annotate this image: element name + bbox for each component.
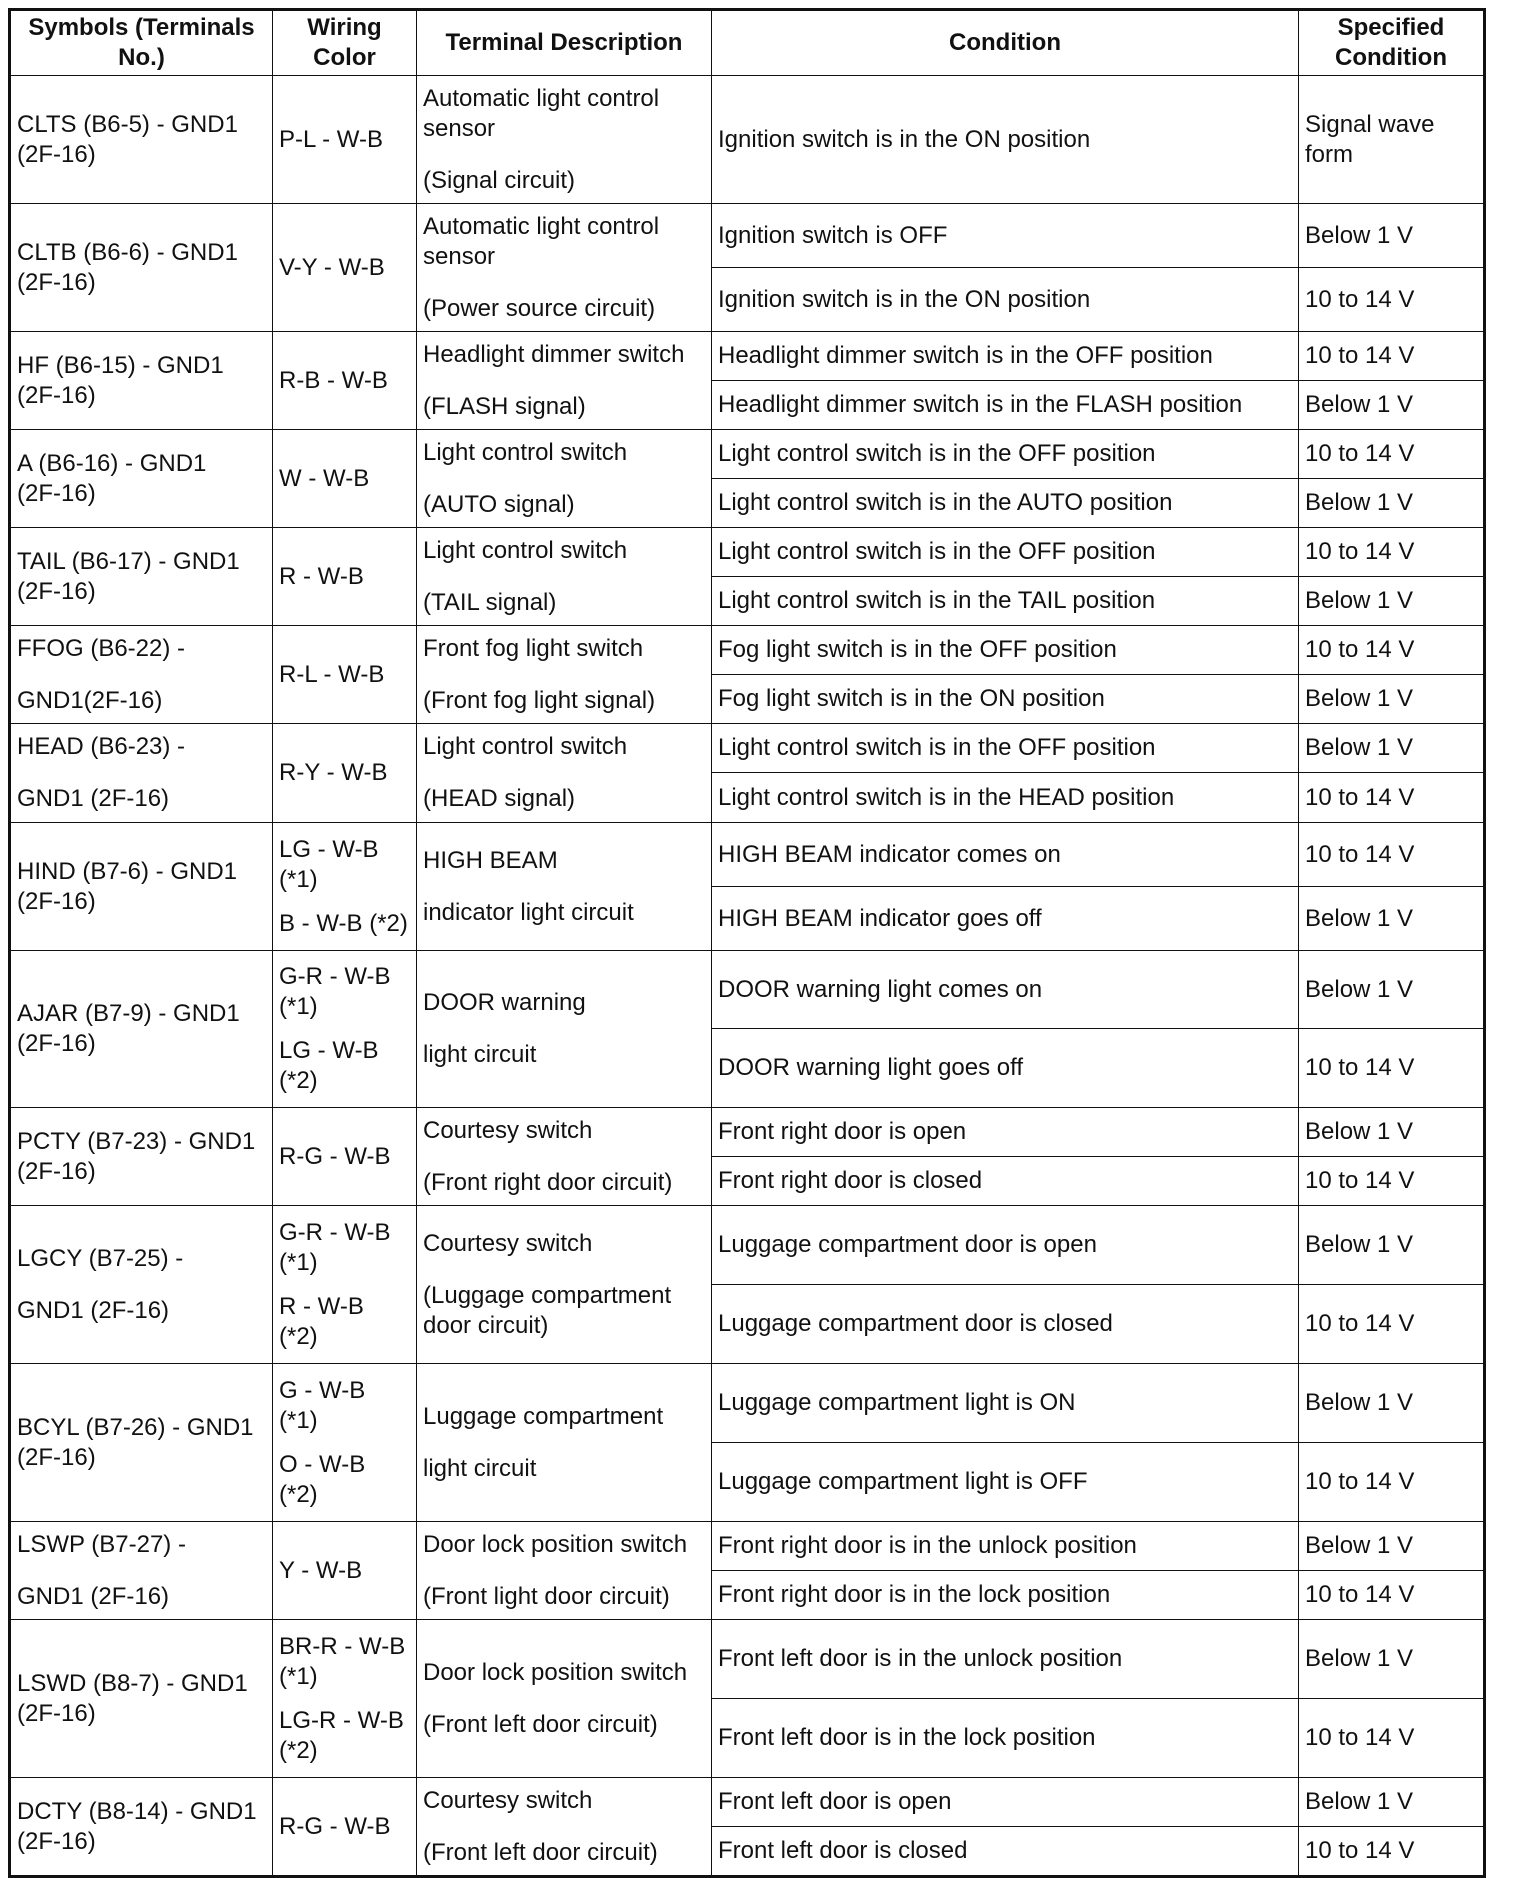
table-header bbox=[10, 10, 1485, 76]
condition-cell: Light control switch is in the AUTO position bbox=[712, 479, 1299, 528]
cell-line: (2F-16) bbox=[17, 1030, 96, 1057]
header-specified-condition: Specified Condition bbox=[1299, 10, 1485, 76]
cell-line: (2F-16) bbox=[17, 1827, 96, 1855]
specified-condition-cell: 10 to 14 V bbox=[1299, 1699, 1485, 1778]
specified-condition-cell: 10 to 14 V bbox=[1299, 1285, 1485, 1364]
cell-line: Y - W-B bbox=[279, 1556, 363, 1584]
line-gap bbox=[17, 1274, 266, 1296]
line-gap bbox=[423, 272, 705, 294]
condition-cell: Front right door is closed bbox=[712, 1157, 1299, 1206]
cell-line: CLTB (B6-6) - GND1 bbox=[17, 238, 238, 266]
table-row bbox=[10, 430, 1485, 479]
line-gap bbox=[423, 1560, 705, 1582]
condition-cell: Light control switch is in the OFF position bbox=[712, 430, 1299, 479]
cell-line: LG - W-B bbox=[279, 835, 379, 863]
line-gap bbox=[423, 876, 705, 898]
wiring-color-cell bbox=[273, 1206, 417, 1364]
cell-line: HIGH BEAM bbox=[423, 846, 558, 874]
cell-line: GND1 (2F-16) bbox=[17, 785, 170, 812]
specified-condition-cell: 10 to 14 V bbox=[1299, 1443, 1485, 1522]
condition-cell: Light control switch is in the OFF position bbox=[712, 724, 1299, 773]
cell-line: R - W-B bbox=[279, 1292, 364, 1320]
cell-line: (Front left door circuit) bbox=[423, 1838, 658, 1866]
table-body bbox=[10, 76, 1485, 1877]
symbol-cell bbox=[10, 823, 273, 951]
cell-line: Door lock position switch bbox=[423, 1658, 688, 1686]
cell-line: R-B - W-B bbox=[279, 366, 388, 394]
cell-line: LGCY (B7-25) - bbox=[17, 1244, 184, 1272]
condition-cell: Light control switch is in the HEAD position bbox=[712, 773, 1299, 823]
cell-line: HEAD (B6-23) - bbox=[17, 733, 186, 760]
specified-condition-cell: Below 1 V bbox=[1299, 1206, 1485, 1285]
condition-cell: Light control switch is in the OFF position bbox=[712, 528, 1299, 577]
condition-cell: Front left door is in the lock position bbox=[712, 1699, 1299, 1778]
condition-cell: Luggage compartment door is open bbox=[712, 1206, 1299, 1285]
terminal-description-cell bbox=[417, 430, 712, 528]
wiring-color-cell bbox=[273, 626, 417, 724]
table-row bbox=[10, 823, 1485, 887]
cell-line: CLTS (B6-5) - GND1 bbox=[17, 110, 238, 138]
condition-cell: Ignition switch is in the ON position bbox=[712, 76, 1299, 204]
line-gap bbox=[279, 1692, 410, 1706]
cell-line: (*1) bbox=[279, 1248, 318, 1276]
specified-condition-cell: Below 1 V bbox=[1299, 381, 1485, 430]
condition-cell: Headlight dimmer switch is in the FLASH position bbox=[712, 381, 1299, 430]
line-gap bbox=[423, 762, 705, 784]
wiring-color-cell bbox=[273, 1522, 417, 1620]
wiring-color-cell bbox=[273, 76, 417, 204]
line-gap bbox=[423, 664, 705, 686]
terminal-description-cell bbox=[417, 951, 712, 1108]
condition-cell: Fog light switch is in the ON position bbox=[712, 675, 1299, 724]
cell-line: V-Y - W-B bbox=[279, 253, 385, 281]
cell-line: G - W-B bbox=[279, 1376, 366, 1404]
cell-line: Automatic light control bbox=[423, 212, 660, 240]
condition-cell: Ignition switch is in the ON position bbox=[712, 268, 1299, 332]
wiring-color-cell bbox=[273, 528, 417, 626]
table-row bbox=[10, 1364, 1485, 1443]
table-row bbox=[10, 204, 1485, 268]
terminal-description-cell bbox=[417, 626, 712, 724]
wiring-color-cell bbox=[273, 1778, 417, 1877]
cell-line: (2F-16) bbox=[17, 577, 96, 605]
symbol-cell bbox=[10, 1620, 273, 1778]
terminal-description-cell bbox=[417, 528, 712, 626]
cell-line: R-G - W-B bbox=[279, 1812, 391, 1840]
cell-line: sensor bbox=[423, 242, 496, 270]
specified-condition-cell: Below 1 V bbox=[1299, 1778, 1485, 1827]
line-gap bbox=[279, 1436, 410, 1450]
cell-line: BR-R - W-B bbox=[279, 1632, 406, 1660]
terminal-description-cell bbox=[417, 1778, 712, 1877]
cell-line: door circuit) bbox=[423, 1311, 549, 1339]
symbol-cell bbox=[10, 204, 273, 332]
line-gap bbox=[423, 1259, 705, 1281]
cell-line: (Luggage compartment bbox=[423, 1281, 672, 1309]
line-gap bbox=[423, 370, 705, 392]
specified-condition-cell: Below 1 V bbox=[1299, 204, 1485, 268]
cell-line: LG-R - W-B bbox=[279, 1706, 404, 1734]
table-row bbox=[10, 1206, 1485, 1285]
cell-line: B - W-B (*2) bbox=[279, 909, 408, 937]
terminal-description-cell bbox=[417, 1620, 712, 1778]
cell-line: (2F-16) bbox=[17, 1699, 96, 1727]
terminal-description-cell bbox=[417, 724, 712, 823]
cell-line: (2F-16) bbox=[17, 1443, 96, 1471]
cell-line: light circuit bbox=[423, 1454, 537, 1482]
table-row bbox=[10, 626, 1485, 675]
specified-condition-cell: Below 1 V bbox=[1299, 1108, 1485, 1157]
symbol-cell bbox=[10, 1778, 273, 1877]
specified-condition-cell: 10 to 14 V bbox=[1299, 626, 1485, 675]
condition-cell: HIGH BEAM indicator comes on bbox=[712, 823, 1299, 887]
cell-line: light circuit bbox=[423, 1041, 537, 1068]
specified-condition-cell: 10 to 14 V bbox=[1299, 1827, 1485, 1877]
line-gap bbox=[17, 762, 266, 784]
symbol-cell bbox=[10, 724, 273, 823]
cell-line: (*1) bbox=[279, 1406, 318, 1434]
wiring-color-cell bbox=[273, 951, 417, 1108]
cell-line: DOOR warning bbox=[423, 989, 586, 1016]
cell-line: (2F-16) bbox=[17, 1157, 96, 1185]
condition-cell: Front right door is open bbox=[712, 1108, 1299, 1157]
condition-cell: Front left door is in the unlock position bbox=[712, 1620, 1299, 1699]
header-condition: Condition bbox=[712, 10, 1299, 76]
condition-cell: Headlight dimmer switch is in the OFF position bbox=[712, 332, 1299, 381]
cell-line: HF (B6-15) - GND1 bbox=[17, 351, 224, 379]
symbol-cell bbox=[10, 430, 273, 528]
cell-line: Courtesy switch bbox=[423, 1786, 593, 1814]
specified-condition-cell: Below 1 V bbox=[1299, 479, 1485, 528]
cell-line: Light control switch bbox=[423, 536, 628, 564]
cell-line: (*2) bbox=[279, 1480, 318, 1508]
specified-condition-cell: Below 1 V bbox=[1299, 1620, 1485, 1699]
cell-line: O - W-B bbox=[279, 1450, 366, 1478]
wiring-color-cell bbox=[273, 1108, 417, 1206]
symbol-cell bbox=[10, 626, 273, 724]
condition-cell: Light control switch is in the TAIL position bbox=[712, 577, 1299, 626]
cell-line: R-L - W-B bbox=[279, 660, 385, 688]
condition-cell: DOOR warning light comes on bbox=[712, 951, 1299, 1029]
specified-condition-cell: Below 1 V bbox=[1299, 724, 1485, 773]
specified-condition-cell: Below 1 V bbox=[1299, 577, 1485, 626]
cell-line: (Power source circuit) bbox=[423, 294, 656, 322]
cell-line: R-Y - W-B bbox=[279, 759, 388, 786]
symbol-cell bbox=[10, 951, 273, 1108]
cell-line: W - W-B bbox=[279, 464, 370, 492]
header-symbols: Symbols (Terminals No.) bbox=[10, 10, 273, 76]
cell-line: TAIL (B6-17) - GND1 bbox=[17, 547, 240, 575]
symbol-cell bbox=[10, 1206, 273, 1364]
terminal-description-cell bbox=[417, 332, 712, 430]
cell-line: (FLASH signal) bbox=[423, 392, 586, 420]
symbol-cell bbox=[10, 1522, 273, 1620]
cell-line: Door lock position switch bbox=[423, 1530, 688, 1558]
specified-condition-cell: 10 to 14 V bbox=[1299, 430, 1485, 479]
wiring-color-cell bbox=[273, 332, 417, 430]
cell-line: (*2) bbox=[279, 1322, 318, 1350]
cell-line: Courtesy switch bbox=[423, 1116, 593, 1144]
cell-line: (Front right door circuit) bbox=[423, 1168, 673, 1196]
terminal-description-cell bbox=[417, 1108, 712, 1206]
terminal-inspection-table bbox=[8, 8, 1486, 1878]
cell-line: (2F-16) bbox=[17, 381, 96, 409]
terminal-description-cell bbox=[417, 823, 712, 951]
specified-condition-cell: 10 to 14 V bbox=[1299, 823, 1485, 887]
specified-condition-cell: Below 1 V bbox=[1299, 951, 1485, 1029]
specified-condition-cell: 10 to 14 V bbox=[1299, 268, 1485, 332]
cell-line: R-G - W-B bbox=[279, 1142, 391, 1170]
specified-condition-cell: 10 to 14 V bbox=[1299, 1571, 1485, 1620]
cell-line: (2F-16) bbox=[17, 268, 96, 296]
cell-line: PCTY (B7-23) - GND1 bbox=[17, 1127, 256, 1155]
table-row bbox=[10, 332, 1485, 381]
header-wiring-color: Wiring Color bbox=[273, 10, 417, 76]
cell-line: (*1) bbox=[279, 993, 318, 1020]
cell-line: A (B6-16) - GND1 bbox=[17, 449, 207, 477]
wiring-color-cell bbox=[273, 1364, 417, 1522]
terminal-description-cell bbox=[417, 1522, 712, 1620]
cell-line: P-L - W-B bbox=[279, 125, 384, 153]
table-row bbox=[10, 1522, 1485, 1571]
cell-line: GND1(2F-16) bbox=[17, 686, 163, 714]
header-terminal-description: Terminal Description bbox=[417, 10, 712, 76]
cell-line: G-R - W-B bbox=[279, 1218, 391, 1246]
wiring-color-cell bbox=[273, 1620, 417, 1778]
terminal-description-cell bbox=[417, 1364, 712, 1522]
symbol-cell bbox=[10, 528, 273, 626]
cell-line: (Front fog light signal) bbox=[423, 686, 656, 714]
cell-line: sensor bbox=[423, 114, 496, 142]
cell-line: HIND (B7-6) - GND1 bbox=[17, 857, 238, 885]
specified-condition-cell: 10 to 14 V bbox=[1299, 1157, 1485, 1206]
cell-line: Courtesy switch bbox=[423, 1229, 593, 1257]
cell-line: G-R - W-B bbox=[279, 963, 391, 990]
line-gap bbox=[279, 1278, 410, 1292]
cell-line: Front fog light switch bbox=[423, 634, 644, 662]
cell-line: indicator light circuit bbox=[423, 898, 634, 926]
cell-line: (2F-16) bbox=[17, 479, 96, 507]
condition-cell: Front left door is open bbox=[712, 1778, 1299, 1827]
cell-line: LSWP (B7-27) - bbox=[17, 1530, 186, 1558]
line-gap bbox=[423, 566, 705, 588]
table-row bbox=[10, 951, 1485, 1029]
line-gap bbox=[17, 1560, 266, 1582]
condition-cell: Luggage compartment light is OFF bbox=[712, 1443, 1299, 1522]
specified-condition-cell: 10 to 14 V bbox=[1299, 332, 1485, 381]
specified-condition-cell: 10 to 14 V bbox=[1299, 773, 1485, 823]
line-gap bbox=[423, 144, 705, 166]
cell-line: BCYL (B7-26) - GND1 bbox=[17, 1413, 254, 1441]
cell-line: (2F-16) bbox=[17, 140, 96, 168]
cell-line: (AUTO signal) bbox=[423, 490, 575, 518]
cell-line: FFOG (B6-22) - bbox=[17, 634, 186, 662]
specified-condition-cell: 10 to 14 V bbox=[1299, 528, 1485, 577]
terminal-table-container bbox=[8, 8, 1486, 1878]
symbol-cell bbox=[10, 332, 273, 430]
table-row bbox=[10, 1108, 1485, 1157]
condition-cell: Front left door is closed bbox=[712, 1827, 1299, 1877]
line-gap bbox=[279, 895, 410, 909]
symbol-cell bbox=[10, 1364, 273, 1522]
condition-cell: Luggage compartment door is closed bbox=[712, 1285, 1299, 1364]
table-row bbox=[10, 528, 1485, 577]
cell-line: R - W-B bbox=[279, 562, 364, 590]
line-gap bbox=[423, 468, 705, 490]
cell-line: (Front light door circuit) bbox=[423, 1582, 670, 1610]
cell-line: (HEAD signal) bbox=[423, 785, 576, 812]
condition-cell: Ignition switch is OFF bbox=[712, 204, 1299, 268]
specified-condition-cell: Below 1 V bbox=[1299, 1522, 1485, 1571]
specified-condition-cell: Signal wave form bbox=[1299, 76, 1485, 204]
table-row bbox=[10, 1620, 1485, 1699]
cell-line: Automatic light control bbox=[423, 84, 660, 112]
cell-line: DCTY (B8-14) - GND1 bbox=[17, 1797, 257, 1825]
condition-cell: Luggage compartment light is ON bbox=[712, 1364, 1299, 1443]
wiring-color-cell bbox=[273, 724, 417, 823]
cell-line: GND1 (2F-16) bbox=[17, 1296, 170, 1324]
cell-line: Luggage compartment bbox=[423, 1402, 664, 1430]
specified-condition-cell: 10 to 14 V bbox=[1299, 1029, 1485, 1108]
specified-condition-cell: Below 1 V bbox=[1299, 1364, 1485, 1443]
line-gap bbox=[423, 1018, 705, 1040]
cell-line: (*1) bbox=[279, 1662, 318, 1690]
terminal-description-cell bbox=[417, 76, 712, 204]
line-gap bbox=[279, 1022, 410, 1036]
condition-cell: Front right door is in the lock position bbox=[712, 1571, 1299, 1620]
symbol-cell bbox=[10, 76, 273, 204]
cell-line: GND1 (2F-16) bbox=[17, 1582, 170, 1610]
table-row bbox=[10, 76, 1485, 204]
cell-line: (*2) bbox=[279, 1736, 318, 1764]
cell-line: Headlight dimmer switch bbox=[423, 340, 685, 368]
condition-cell: Fog light switch is in the OFF position bbox=[712, 626, 1299, 675]
cell-line: (*2) bbox=[279, 1067, 318, 1094]
line-gap bbox=[423, 1816, 705, 1838]
condition-cell: HIGH BEAM indicator goes off bbox=[712, 887, 1299, 951]
terminal-description-cell bbox=[417, 1206, 712, 1364]
cell-line: (Signal circuit) bbox=[423, 166, 576, 194]
wiring-color-cell bbox=[273, 204, 417, 332]
condition-cell: Front right door is in the unlock position bbox=[712, 1522, 1299, 1571]
cell-line: (Front left door circuit) bbox=[423, 1710, 658, 1738]
cell-line: Light control switch bbox=[423, 438, 628, 466]
symbol-cell bbox=[10, 1108, 273, 1206]
line-gap bbox=[423, 1688, 705, 1710]
wiring-color-cell bbox=[273, 430, 417, 528]
header-row bbox=[10, 10, 1485, 76]
table-row bbox=[10, 1778, 1485, 1827]
cell-line: (*1) bbox=[279, 865, 318, 893]
line-gap bbox=[423, 1432, 705, 1454]
cell-line: (2F-16) bbox=[17, 887, 96, 915]
cell-line: (TAIL signal) bbox=[423, 588, 557, 616]
line-gap bbox=[17, 664, 266, 686]
cell-line: LG - W-B bbox=[279, 1037, 379, 1064]
wiring-color-cell bbox=[273, 823, 417, 951]
specified-condition-cell: Below 1 V bbox=[1299, 675, 1485, 724]
specified-condition-cell: Below 1 V bbox=[1299, 887, 1485, 951]
cell-line: LSWD (B8-7) - GND1 bbox=[17, 1669, 248, 1697]
line-gap bbox=[423, 1146, 705, 1168]
cell-line: Light control switch bbox=[423, 733, 628, 760]
cell-line: AJAR (B7-9) - GND1 bbox=[17, 1000, 240, 1027]
table-row bbox=[10, 724, 1485, 773]
condition-cell: DOOR warning light goes off bbox=[712, 1029, 1299, 1108]
terminal-description-cell bbox=[417, 204, 712, 332]
